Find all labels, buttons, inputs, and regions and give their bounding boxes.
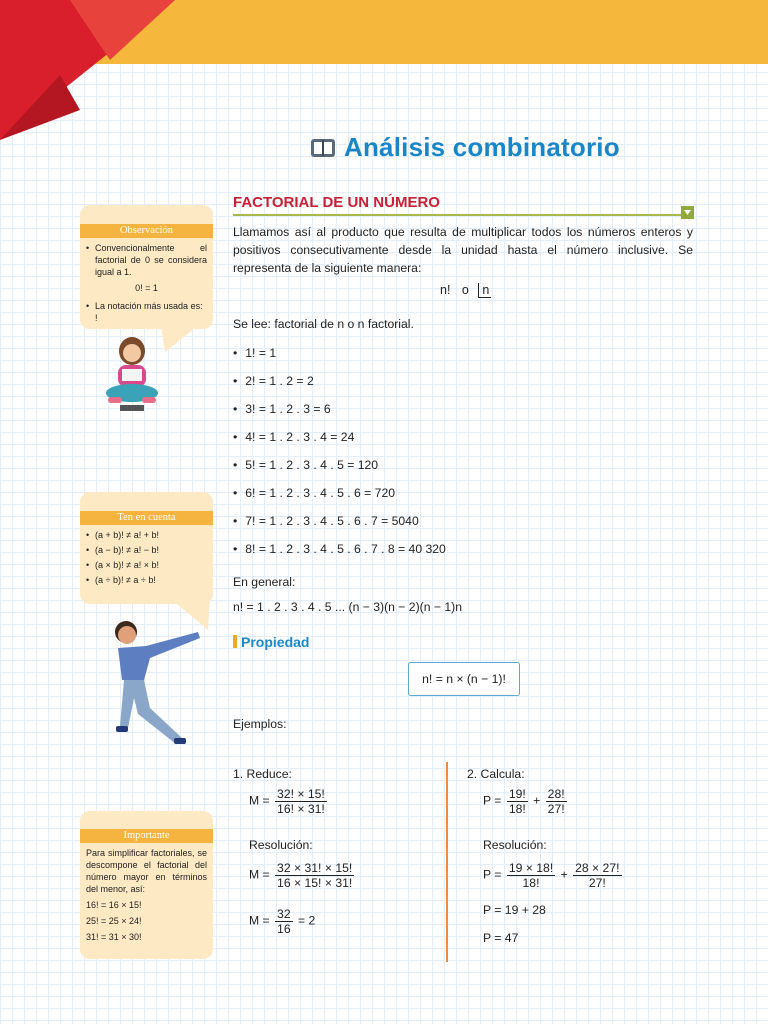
list-item: • (a × b)! ≠ a! × b! (86, 559, 207, 571)
list-item: • La notación más usada es: ! (86, 300, 207, 324)
page-title-wrap (310, 132, 620, 163)
property-heading (233, 634, 309, 650)
list-item: • (a + b)! ≠ a! + b! (86, 529, 207, 541)
heading-marker (233, 635, 237, 648)
list-item: • 6! = 1 . 2 . 3 . 4 . 5 . 6 = 720 (233, 484, 446, 512)
numerator: 28! (547, 787, 565, 801)
fraction (275, 907, 293, 936)
fraction (507, 787, 528, 816)
example-1-step-1 (249, 861, 356, 890)
example-2-step-1 (483, 861, 624, 890)
example-1-statement (249, 787, 329, 816)
section-heading (233, 194, 693, 212)
section-title: FACTORIAL DE UN NÚMERO (233, 194, 440, 211)
numerator: 28 × 27! (575, 861, 620, 875)
sidebar-importante-body (80, 843, 213, 949)
numerator: 19 × 18! (508, 861, 554, 875)
list-item: • (a − b)! ≠ a! − b! (86, 544, 207, 556)
example-2-resolution-label: Resolución: (483, 838, 547, 852)
denominator: 18! (522, 876, 540, 890)
list-item: • 8! = 1 . 2 . 3 . 4 . 5 . 6 . 7 . 8 = 40 320 (233, 540, 446, 568)
importante-line: 31! = 31 × 30! (86, 932, 142, 942)
zero-factorial-formula: 0! = 1 (135, 283, 158, 293)
chevron-down-icon (681, 206, 694, 219)
factorial-list (233, 344, 446, 568)
notation-bang: n! (440, 283, 451, 297)
numerator: 32 × 31! × 15! (277, 861, 353, 875)
section-rule (233, 214, 685, 216)
intro-paragraph: Llamamos así al producto que resulta de multiplicar todos los números enteros y positivos consecutivamente desde la unidad hasta el número inclusive. Se representa de la siguiente manera: (233, 225, 693, 275)
result: = 2 (298, 913, 316, 928)
reads-text: Se lee: factorial de n o n factorial. (233, 317, 414, 331)
fraction (546, 787, 567, 816)
property-title: Propiedad (241, 634, 310, 650)
fraction (275, 787, 327, 816)
examples-label: Ejemplos: (233, 717, 287, 731)
list-item: • 3! = 1 . 2 . 3 = 6 (233, 400, 446, 428)
numerator: 32! × 15! (277, 787, 325, 801)
red-corner-decoration (0, 0, 180, 145)
p-equals: P = (483, 793, 502, 808)
example-2-step-2: P = 19 + 28 (483, 903, 546, 917)
example-1-resolution-label: Resolución: (249, 838, 313, 852)
importante-line: 16! = 16 × 15! (86, 900, 142, 910)
list-item: • (a ÷ b)! ≠ a ÷ b! (86, 574, 207, 586)
denominator: 27! (588, 876, 606, 890)
denominator: 16 × 15! × 31! (277, 876, 353, 890)
list-item: • Convencionalmente el factorial de 0 se considera igual a 1. (86, 242, 207, 278)
numerator: 32 (277, 907, 291, 921)
list-item: • 4! = 1 . 2 . 3 . 4 = 24 (233, 428, 446, 456)
list-item: • 7! = 1 . 2 . 3 . 4 . 5 . 6 . 7 = 5040 (233, 512, 446, 540)
example-2-statement (483, 787, 569, 816)
list-item: • 1! = 1 (233, 344, 446, 372)
fraction (573, 861, 621, 890)
example-2-label: 2. Calcula: (467, 767, 525, 781)
plus-sign: + (560, 867, 568, 882)
notation-or: o (461, 283, 469, 297)
denominator: 27! (547, 802, 565, 816)
sidebar-ten-en-cuenta-body (80, 525, 213, 592)
denominator: 16 (277, 922, 291, 936)
importante-line: 25! = 25 × 24! (86, 916, 142, 926)
general-label: En general: (233, 575, 296, 589)
example-1-label: 1. Reduce: (233, 767, 292, 781)
list-item: • 5! = 1 . 2 . 3 . 4 . 5 = 120 (233, 456, 446, 484)
book-icon (310, 137, 336, 159)
denominator: 18! (508, 802, 526, 816)
notation-angle: n (478, 283, 491, 298)
general-formula: n! = 1 . 2 . 3 . 4 . 5 ... (n − 3)(n − 2)(n − 1)n (233, 600, 462, 614)
page-title: Análisis combinatorio (344, 132, 620, 162)
importante-text: Para simplificar factoriales, se descompone el factorial del número mayor en términos del menor, así: (86, 848, 207, 894)
sidebar-observacion-body (80, 238, 213, 330)
plus-sign: + (533, 793, 541, 808)
fraction (275, 861, 354, 890)
example-1-step-2 (249, 907, 315, 936)
denominator: 16! × 31! (277, 802, 325, 816)
list-item: • 2! = 1 . 2 = 2 (233, 372, 446, 400)
sidebar-observacion-box (80, 205, 213, 329)
fraction (507, 861, 555, 890)
m-equals: M = (249, 913, 270, 928)
sidebar-importante-title: Importante (80, 829, 213, 843)
property-formula-box: n! = n × (n − 1)! (408, 662, 520, 696)
m-equals: M = (249, 793, 270, 808)
p-equals: P = (483, 867, 502, 882)
sidebar-ten-en-cuenta-title: Ten en cuenta (80, 511, 213, 525)
factorial-notation (440, 283, 491, 297)
girl-reading-illustration (100, 335, 165, 415)
numerator: 19! (508, 787, 526, 801)
sidebar-importante-box (80, 811, 213, 959)
sidebar-ten-en-cuenta-box (80, 492, 213, 604)
speech-tail (160, 320, 210, 355)
column-divider (446, 762, 448, 962)
example-2-step-3: P = 47 (483, 931, 519, 945)
m-equals: M = (249, 867, 270, 882)
sidebar-observacion-title: Observación (80, 224, 213, 238)
boy-pointing-illustration (108, 618, 208, 753)
